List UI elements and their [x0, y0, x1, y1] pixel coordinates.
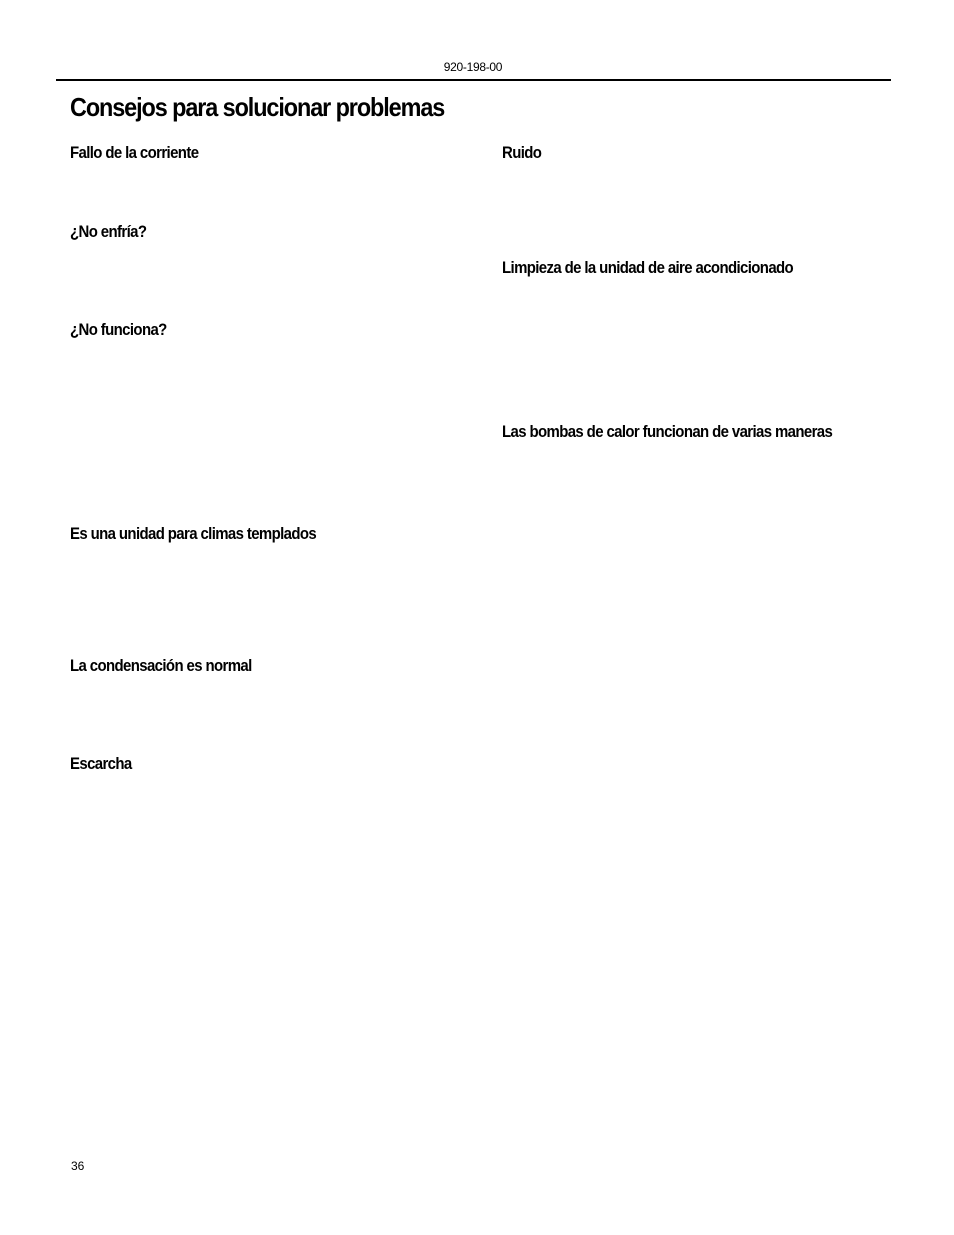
heading-clima-templado: Es una unidad para climas templados [70, 524, 317, 543]
heading-escarcha: Escarcha [70, 754, 132, 773]
header-rule [56, 79, 891, 81]
page-title: Consejos para solucionar problemas [70, 92, 445, 122]
heading-fallo-de-la-corriente: Fallo de la corriente [70, 143, 199, 162]
heading-no-funciona: ¿No funciona? [70, 320, 167, 339]
heading-bombas-de-calor: Las bombas de calor funcionan de varias maneras [502, 422, 833, 441]
heading-condensacion-normal: La condensación es normal [70, 656, 252, 675]
heading-no-enfria: ¿No enfría? [70, 222, 147, 241]
page-number: 36 [71, 1159, 85, 1173]
heading-ruido: Ruido [502, 143, 542, 162]
document-number: 920-198-00 [443, 60, 503, 74]
heading-limpieza-unidad: Limpieza de la unidad de aire acondicionado [502, 258, 794, 277]
